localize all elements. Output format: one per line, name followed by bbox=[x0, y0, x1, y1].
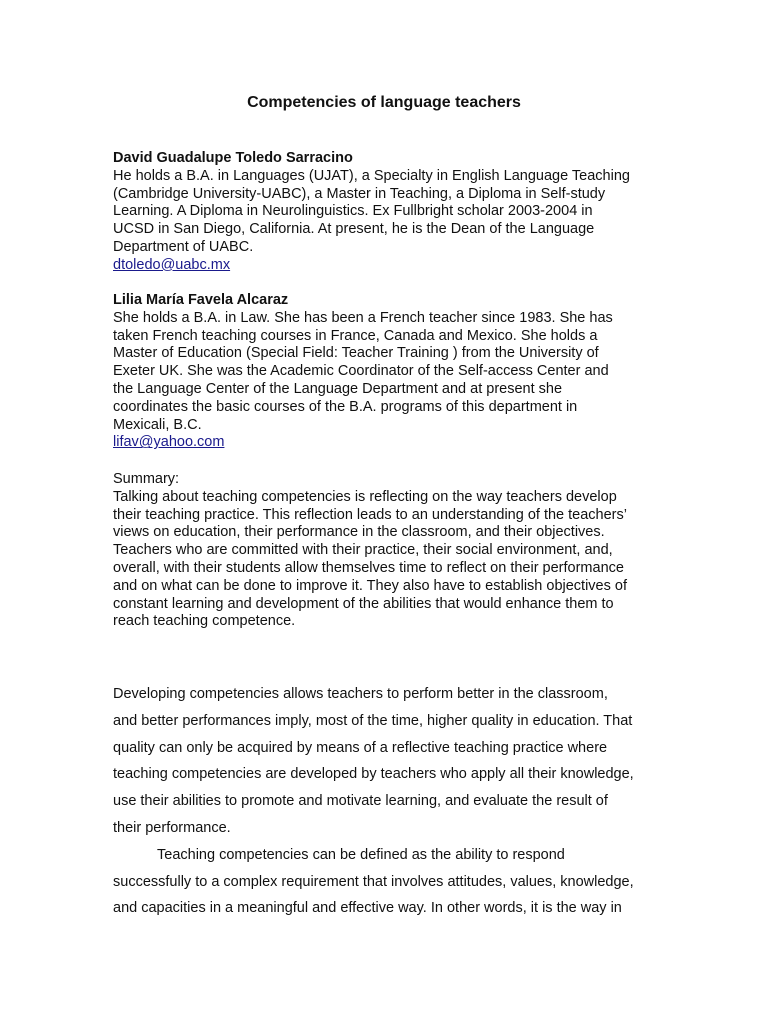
author-1-bio-line: Department of UABC. bbox=[113, 238, 254, 255]
author-2-bio-line: the Language Center of the Language Department and at present she bbox=[113, 380, 563, 397]
author-1-name: David Guadalupe Toledo Sarracino bbox=[113, 150, 353, 166]
summary-heading: Summary: bbox=[113, 471, 180, 487]
summary-section bbox=[113, 471, 627, 631]
author-2-bio-line: Exeter UK. She was the Academic Coordinator of the Self-access Center and bbox=[113, 363, 609, 380]
author-2-bio-line: coordinates the basic courses of the B.A. programs of this department in bbox=[113, 398, 578, 415]
body-line: Developing competencies allows teachers to perform better in the classroom, bbox=[113, 686, 608, 702]
body-line: Teaching competencies can be defined as the ability to respond bbox=[157, 846, 565, 863]
body-line: quality can only be acquired by means of a reflective teaching practice where bbox=[113, 739, 608, 756]
body-line: use their abilities to promote and motivate learning, and evaluate the result of bbox=[113, 793, 608, 810]
summary-line: views on education, their performance in the classroom, and their objectives. bbox=[113, 524, 605, 541]
summary-line: constant learning and development of the abilities that would enhance them to bbox=[113, 595, 614, 612]
author-2-bio-line: She holds a B.A. in Law. She has been a French teacher since 1983. She has bbox=[113, 309, 613, 326]
body-line: their performance. bbox=[113, 819, 231, 836]
author-2-section bbox=[113, 292, 613, 452]
author-2-bio-line: Mexicali, B.C. bbox=[113, 416, 202, 433]
author-1-bio-line: Learning. A Diploma in Neurolinguistics. Ex Fullbright scholar 2003-2004 in bbox=[113, 203, 593, 220]
author-1-email-link[interactable]: dtoledo@uabc.mx bbox=[113, 256, 231, 273]
author-2-bio-line: Master of Education (Special Field: Teacher Training ) from the University of bbox=[113, 345, 599, 362]
author-1-section bbox=[113, 150, 630, 275]
summary-line: reach teaching competence. bbox=[113, 613, 296, 630]
body-line: teaching competencies are developed by teachers who apply all their knowledge, bbox=[113, 766, 634, 783]
author-2-bio-line: taken French teaching courses in France, Canada and Mexico. She holds a bbox=[113, 327, 598, 344]
author-2-name: Lilia María Favela Alcaraz bbox=[113, 292, 289, 308]
document-title: Competencies of language teachers bbox=[247, 94, 521, 111]
author-1-bio-line: UCSD in San Diego, California. At present, he is the Dean of the Language bbox=[113, 221, 595, 238]
summary-line: and on what can be done to improve it. They also have to establish objectives of bbox=[113, 577, 627, 594]
body-line: successfully to a complex requirement that involves attitudes, values, knowledge, bbox=[113, 873, 634, 890]
summary-line: overall, with their students allow themselves time to reflect on their performance bbox=[113, 559, 624, 576]
author-1-bio-line: (Cambridge University-UABC), a Master in Teaching, a Diploma in Self-study bbox=[113, 185, 606, 202]
author-2-email-link[interactable]: lifav@yahoo.com bbox=[113, 434, 225, 451]
author-1-bio-line: He holds a B.A. in Languages (UJAT), a Specialty in English Language Teaching bbox=[113, 167, 630, 184]
summary-line: Talking about teaching competencies is reflecting on the way teachers develop bbox=[113, 488, 617, 505]
summary-line: their teaching practice. This reflection leads to an understanding of the teachers’ bbox=[113, 506, 627, 523]
body-line: and better performances imply, most of the time, higher quality in education. That bbox=[113, 712, 633, 729]
summary-line: Teachers who are committed with their practice, their social environment, and, bbox=[113, 542, 613, 559]
body-line: and capacities in a meaningful and effective way. In other words, it is the way in bbox=[113, 900, 622, 917]
body-text bbox=[113, 681, 634, 922]
